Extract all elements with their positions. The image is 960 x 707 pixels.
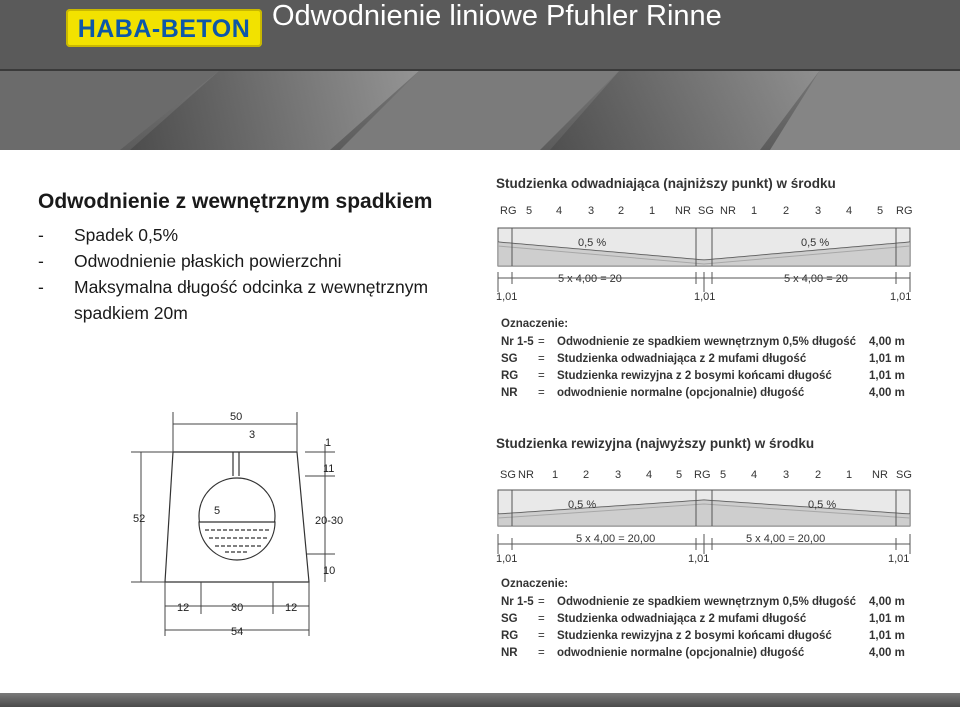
dim-slot: 3 [249, 429, 256, 441]
segment-label: SG [896, 469, 912, 481]
haba-beton-logo [66, 9, 262, 47]
legend-desc: Studzienka odwadniająca z 2 mufami długość [557, 613, 807, 625]
bullet-dash: - [38, 251, 44, 271]
legend-value: 1,01 m [869, 370, 905, 382]
page-title: Odwodnienie liniowe Pfuhler Rinne [272, 0, 722, 32]
legend-value: 4,00 m [869, 647, 905, 659]
legend-block [501, 578, 916, 666]
bullet-dash: - [38, 277, 44, 297]
header-banner [0, 0, 960, 150]
bullet-item [38, 248, 488, 274]
segment-label: 4 [556, 205, 563, 217]
segment-label: 4 [646, 469, 653, 481]
dim-height: 52 [133, 513, 146, 525]
inspection-point-diagram [496, 436, 916, 666]
segment-label: 4 [846, 205, 853, 217]
segment-label: 1 [846, 469, 853, 481]
dim-bottom-width: 54 [231, 626, 244, 638]
segment-label: 1 [751, 205, 758, 217]
segment-label: NR [872, 469, 888, 481]
dim-bottom-mid: 30 [231, 602, 244, 614]
legend-value: 1,01 m [869, 353, 905, 365]
span-label-left: 5 x 4,00 = 20,00 [576, 533, 656, 545]
logo-text: HABA-BETON [77, 15, 251, 43]
segment-label: RG [896, 205, 913, 217]
segment-label: SG [698, 205, 714, 217]
segment-label: 3 [783, 469, 790, 481]
description-block [38, 190, 488, 326]
legend-key: SG [501, 353, 518, 365]
segment-label: 5 [877, 205, 884, 217]
legend-eq: = [538, 630, 545, 642]
segment-label: 2 [618, 205, 625, 217]
legend-value: 1,01 m [869, 630, 905, 642]
segment-label: 3 [588, 205, 595, 217]
legend-value: 4,00 m [869, 336, 905, 348]
dim-pipe-radius: 5 [214, 505, 221, 517]
legend-heading: Oznaczenie: [501, 578, 569, 590]
legend-key: NR [501, 387, 518, 399]
legend-eq: = [538, 353, 545, 365]
segment-label: 2 [783, 205, 790, 217]
bullet-item [38, 274, 488, 326]
end-length-left: 1,01 [496, 553, 518, 565]
legend-key: Nr 1-5 [501, 336, 534, 348]
segment-label: 5 [720, 469, 727, 481]
legend-eq: = [538, 387, 545, 399]
segment-label: 5 [526, 205, 533, 217]
legend-key: NR [501, 647, 518, 659]
segment-label: NR [720, 205, 736, 217]
segment-labels [500, 205, 913, 217]
legend-value: 4,00 m [869, 387, 905, 399]
end-length-mid: 1,01 [694, 291, 716, 303]
legend-desc: Odwodnienie ze spadkiem wewnętrznym 0,5% długość [557, 596, 857, 608]
bullet-item [38, 222, 488, 248]
dim-top-width: 50 [230, 411, 243, 423]
legend-value: 4,00 m [869, 596, 905, 608]
segment-label: 3 [815, 205, 822, 217]
legend-desc: Studzienka rewizyjna z 2 bosymi końcami długość [557, 630, 832, 642]
channel-profile-drawing [496, 462, 916, 592]
legend-desc: Studzienka rewizyjna z 2 bosymi końcami długość [557, 370, 832, 382]
slope-label-right: 0,5 % [801, 237, 830, 249]
end-length-left: 1,01 [496, 291, 518, 303]
span-label-right: 5 x 4,00 = 20,00 [746, 533, 826, 545]
dim-bottom-left: 12 [177, 602, 190, 614]
span-label-left: 5 x 4,00 = 20 [558, 273, 622, 285]
end-length-mid: 1,01 [688, 553, 710, 565]
bullet-text: Odwodnienie płaskich powierzchni [74, 251, 342, 271]
dim-right-lower: 10 [323, 565, 336, 577]
segment-label: 1 [649, 205, 656, 217]
dim-right-mid: 20-30 [315, 515, 344, 527]
bullet-dash: - [38, 225, 44, 245]
legend-eq: = [538, 647, 545, 659]
channel-profile-drawing [496, 202, 916, 332]
legend-block [501, 318, 916, 406]
segment-label: 4 [751, 469, 758, 481]
channel-body [498, 490, 910, 526]
legend-desc: odwodnienie normalne (opcjonalnie) długość [557, 387, 805, 399]
segment-label: 2 [815, 469, 822, 481]
legend-eq: = [538, 370, 545, 382]
legend-eq: = [538, 596, 545, 608]
legend-key: Nr 1-5 [501, 596, 534, 608]
end-length-right: 1,01 [890, 291, 912, 303]
legend-desc: odwodnienie normalne (opcjonalnie) długość [557, 647, 805, 659]
span-label-right: 5 x 4,00 = 20 [784, 273, 848, 285]
diagram-title: Studzienka rewizyjna (najwyższy punkt) w środku [496, 436, 815, 451]
channel-cross-section-drawing [125, 404, 355, 644]
legend-key: SG [501, 613, 518, 625]
legend-heading: Oznaczenie: [501, 318, 569, 330]
bullet-text: Spadek 0,5% [74, 225, 179, 245]
channel-body [498, 228, 910, 266]
legend-eq: = [538, 336, 545, 348]
bullet-text: Maksymalna długość odcinka z wewnętrznym spadkiem 20m [74, 277, 429, 323]
slope-label-left: 0,5 % [568, 499, 597, 511]
segment-label: NR [675, 205, 691, 217]
slope-label-right: 0,5 % [808, 499, 837, 511]
diagram-title: Studzienka odwadniająca (najniższy punkt) w środku [496, 176, 836, 191]
legend-eq: = [538, 613, 545, 625]
bullet-list [38, 222, 488, 326]
segment-label: 2 [583, 469, 590, 481]
segment-label: SG [500, 469, 516, 481]
legend-desc: Studzienka odwadniająca z 2 mufami długość [557, 353, 807, 365]
dim-top-right: 1 [325, 437, 332, 449]
segment-label: 5 [676, 469, 683, 481]
footer-bar [0, 693, 960, 707]
slope-label-left: 0,5 % [578, 237, 607, 249]
dim-right-upper: 11 [323, 463, 335, 475]
drainage-point-diagram [496, 176, 916, 406]
segment-label: RG [694, 469, 711, 481]
section-heading: Odwodnienie z wewnętrznym spadkiem [38, 190, 433, 213]
segment-label: 1 [552, 469, 559, 481]
segment-label: 3 [615, 469, 622, 481]
legend-key: RG [501, 370, 519, 382]
legend-value: 1,01 m [869, 613, 905, 625]
end-length-right: 1,01 [888, 553, 910, 565]
legend-key: RG [501, 630, 519, 642]
legend-desc: Odwodnienie ze spadkiem wewnętrznym 0,5% długość [557, 336, 857, 348]
segment-label: RG [500, 205, 517, 217]
segment-labels [500, 469, 912, 481]
dim-bottom-right: 12 [285, 602, 298, 614]
dimension-lines [498, 534, 910, 554]
section-outline [165, 452, 309, 582]
segment-label: NR [518, 469, 534, 481]
